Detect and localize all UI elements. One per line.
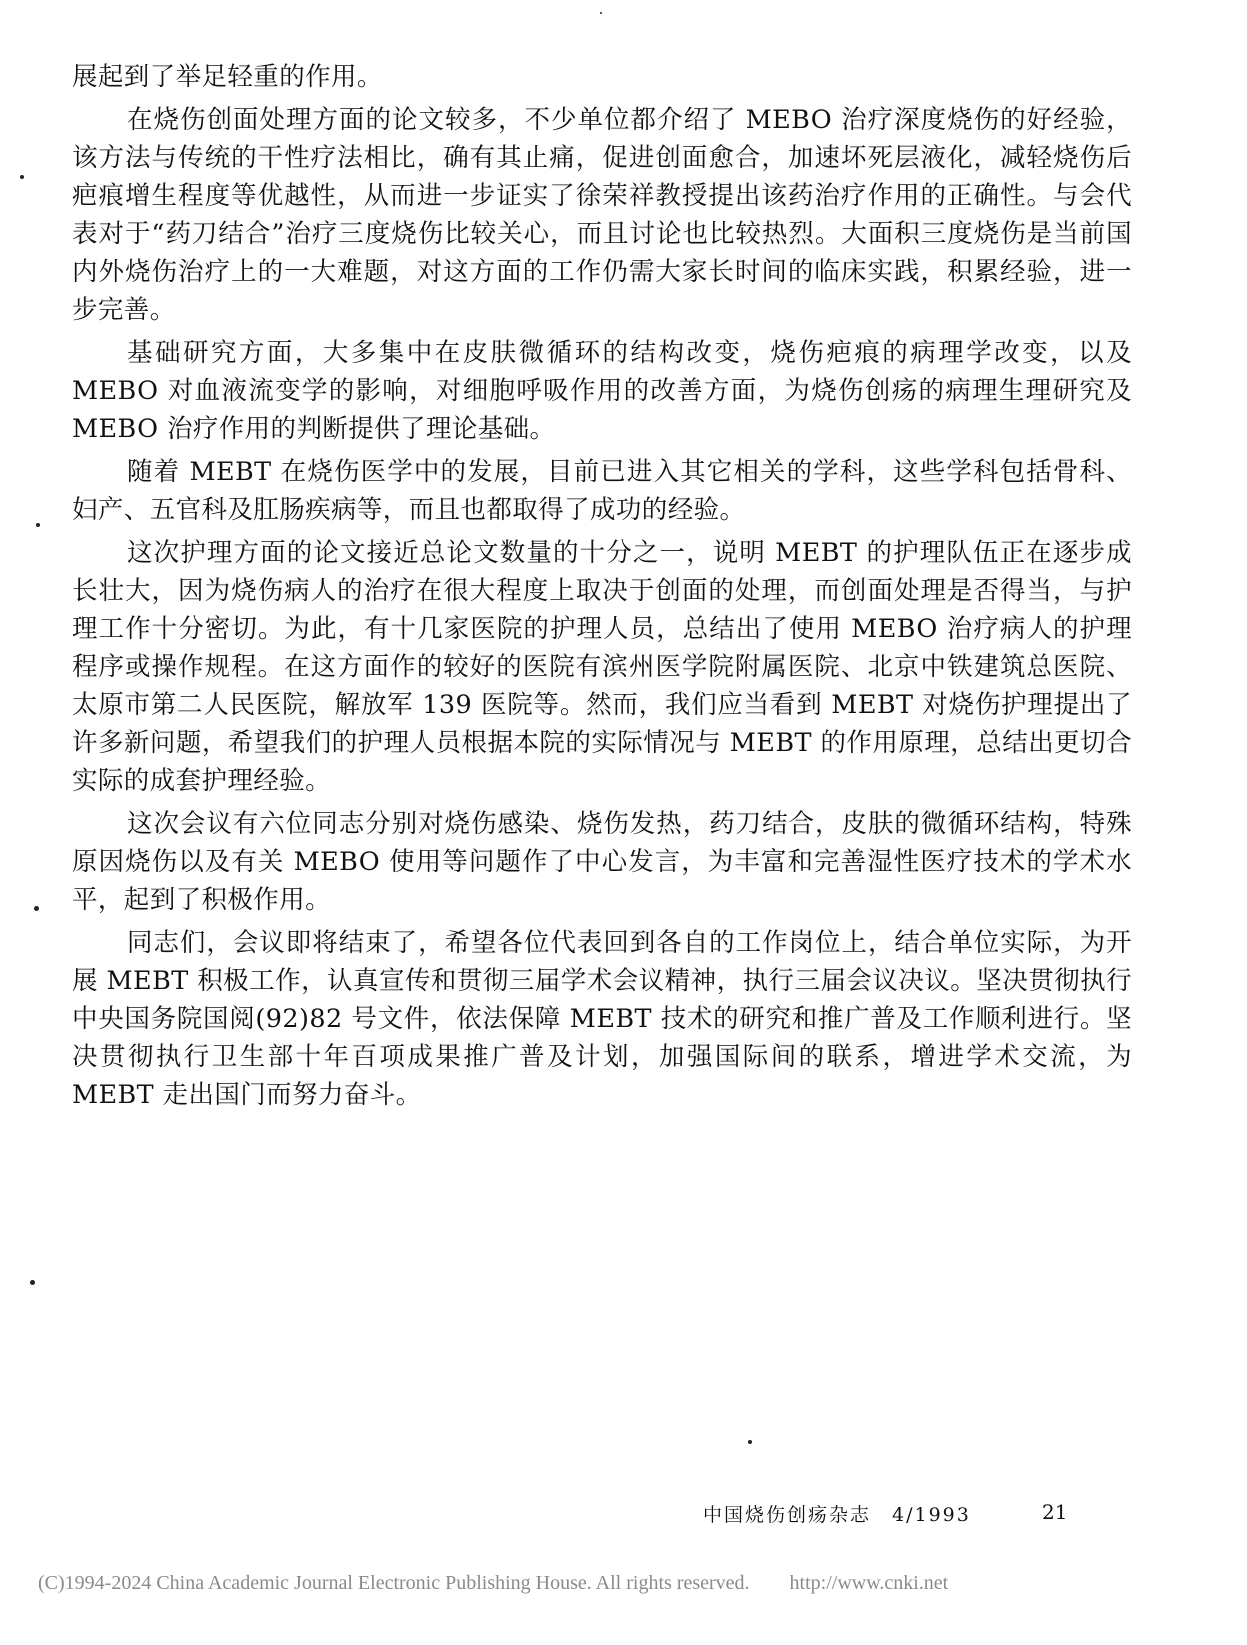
scan-speck [34, 906, 39, 911]
scan-speck [36, 523, 40, 527]
paragraph-closing-remarks: 同志们，会议即将结束了，希望各位代表回到各自的工作岗位上，结合单位实际，为开展 MEBT 积极工作，认真宣传和贯彻三届学术会议精神，执行三届会议决议。坚决贯彻执行中央国务院国阅(92)82 号文件，依法保障 MEBT 技术的研究和推广普及工作顺利进行。坚决贯彻执行卫生部十年百项成果推广普及计划，加强国际间的联系，增进学术交流，为 MEBT 走出国门而努力奋斗。 [72, 928, 1132, 1110]
page-number: 21 [1042, 1500, 1068, 1524]
scan-speck [20, 175, 24, 179]
copyright-notice: (C)1994-2024 China Academic Journal Electronic Publishing House. All rights reserved. http://www.cnki.net [38, 1572, 949, 1594]
article-body [72, 58, 1132, 1114]
paragraph-wound-treatment: 在烧伤创面处理方面的论文较多，不少单位都介绍了 MEBO 治疗深度烧伤的好经验，该方法与传统的干性疗法相比，确有其止痛，促进创面愈合，加速坏死层液化，减轻烧伤后疤痕增生程度等优越性，从而进一步证实了徐荣祥教授提出该药治疗作用的正确性。与会代表对于“药刀结合”治疗三度烧伤比较关心，而且讨论也比较热烈。大面积三度烧伤是当前国内外烧伤治疗上的一大难题，对这方面的工作仍需大家长时间的临床实践，积累经验，进一步完善。 [72, 105, 1132, 325]
paragraph-related-disciplines: 随着 MEBT 在烧伤医学中的发展，目前已进入其它相关的学科，这些学科包括骨科、妇产、五官科及肛肠疾病等，而且也都取得了成功的经验。 [72, 457, 1132, 525]
journal-footer: 中国烧伤创疡杂志 4/1993 [703, 1504, 971, 1526]
scan-speck [600, 12, 602, 14]
scan-speck [30, 1280, 35, 1285]
paragraph-continuation: 展起到了举足轻重的作用。 [72, 62, 383, 92]
paragraph-keynote-speeches: 这次会议有六位同志分别对烧伤感染、烧伤发热，药刀结合，皮肤的微循环结构，特殊原因烧伤以及有关 MEBO 使用等问题作了中心发言，为丰富和完善湿性医疗技术的学术水平，起到了积极作用。 [72, 809, 1132, 915]
scan-speck [748, 1440, 752, 1444]
paragraph-nursing: 这次护理方面的论文接近总论文数量的十分之一，说明 MEBT 的护理队伍正在逐步成长壮大，因为烧伤病人的治疗在很大程度上取决于创面的处理，而创面处理是否得当，与护理工作十分密切。为此，有十几家医院的护理人员，总结出了使用 MEBO 治疗病人的护理程序或操作规程。在这方面作的较好的医院有滨州医学院附属医院、北京中铁建筑总医院、太原市第二人民医院，解放军 139 医院等。然而，我们应当看到 MEBT 对烧伤护理提出了许多新问题，希望我们的护理人员根据本院的实际情况与 MEBT 的作用原理，总结出更切合实际的成套护理经验。 [72, 538, 1132, 796]
paragraph-basic-research: 基础研究方面，大多集中在皮肤微循环的结构改变，烧伤疤痕的病理学改变，以及 MEBO 对血液流变学的影响，对细胞呼吸作用的改善方面，为烧伤创疡的病理生理研究及 MEBO 治疗作用的判断提供了理论基础。 [72, 338, 1132, 444]
